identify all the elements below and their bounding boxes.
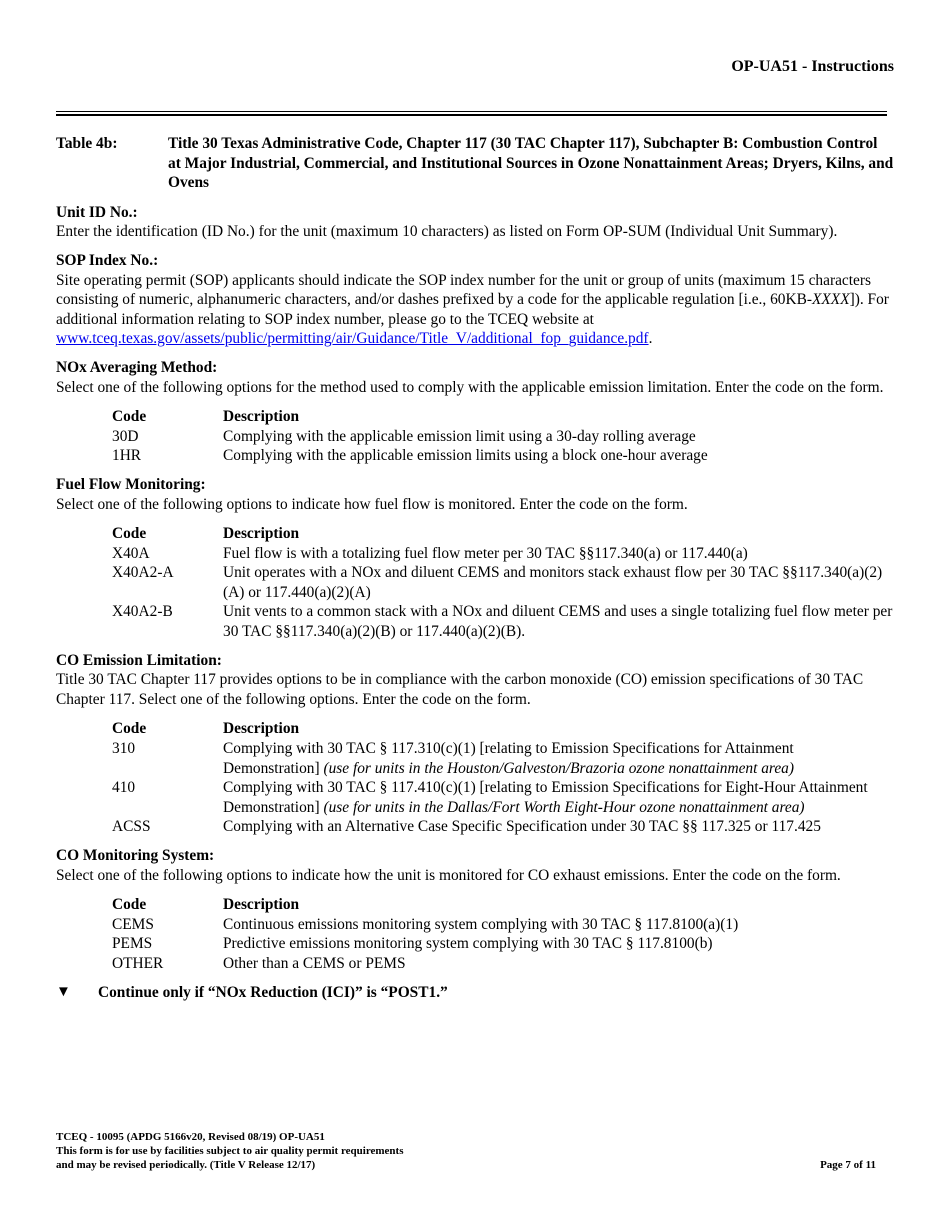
- footer-revision-note: and may be revised periodically. (Title V Release 12/17): [56, 1159, 316, 1171]
- page-footer: [56, 1130, 876, 1172]
- code-table-header: [112, 524, 894, 544]
- table-row: [112, 563, 894, 602]
- unit-id-title: Unit ID No.:: [56, 203, 138, 221]
- description-column-header: Description: [223, 896, 300, 914]
- code-cell: OTHER: [112, 954, 164, 972]
- sop-index-section: [56, 251, 894, 349]
- table-row: [112, 602, 894, 641]
- page-header-title: OP-UA51 - Instructions: [731, 58, 894, 75]
- description-note: (use for units in the Houston/Galveston/Brazoria ozone nonattainment area): [323, 759, 794, 777]
- nox-code-table: [112, 407, 894, 466]
- code-column-header: Code: [112, 896, 147, 914]
- code-cell: 1HR: [112, 447, 142, 465]
- description-cell: [223, 739, 894, 778]
- co-limitation-body: Title 30 TAC Chapter 117 provides options to be in compliance with the carbon monoxide (CO) emission specifications of 30 TAC Chapter 117. Select one of the following options. Enter the code on the form.: [56, 671, 864, 708]
- co-limitation-section: [56, 651, 894, 837]
- fuel-flow-title: Fuel Flow Monitoring:: [56, 475, 206, 493]
- description-cell: Continuous emissions monitoring system complying with 30 TAC § 117.8100(a)(1): [223, 915, 739, 933]
- description-cell: Unit vents to a common stack with a NOx and diluent CEMS and uses a single totalizing fuel flow meter per 30 TAC §§117.340(a)(2)(B) or 117.440(a)(2)(B).: [223, 603, 893, 641]
- main-content: [56, 134, 894, 1002]
- code-cell: X40A2-B: [112, 603, 173, 621]
- table-row: [112, 778, 894, 817]
- table-row: [112, 954, 894, 974]
- table-row: [112, 446, 894, 466]
- nox-title: NOx Averaging Method:: [56, 358, 218, 376]
- table-row: [112, 915, 894, 935]
- co-monitoring-title: CO Monitoring System:: [56, 847, 215, 864]
- table-row: [112, 934, 894, 954]
- table-heading: [56, 134, 894, 193]
- header-rule: [56, 111, 887, 112]
- description-cell: Complying with an Alternative Case Specific Specification under 30 TAC §§ 117.325 or 117.425: [223, 818, 821, 836]
- description-cell: Fuel flow is with a totalizing fuel flow meter per 30 TAC §§117.340(a) or 117.440(a): [223, 544, 748, 562]
- co-monitoring-body: Select one of the following options to indicate how the unit is monitored for CO exhaust emissions. Enter the code on the form.: [56, 866, 841, 884]
- sop-body-part3: .: [648, 330, 653, 348]
- description-column-header: Description: [223, 408, 300, 426]
- footer-usage-note: This form is for use by facilities subject to air quality permit requirements: [56, 1145, 404, 1157]
- nox-section: [56, 358, 894, 466]
- code-cell: X40A: [112, 544, 150, 562]
- fuel-code-table: [112, 524, 894, 642]
- description-cell: Complying with the applicable emission limits using a block one-hour average: [223, 447, 708, 465]
- description-cell: Other than a CEMS or PEMS: [223, 954, 406, 972]
- sop-body-part2: ]). For additional information relating to SOP index number, please go to the TCEQ website at: [56, 291, 889, 328]
- sop-body-part1: Site operating permit (SOP) applicants should indicate the SOP index number for the unit or group of units (maximum 15 characters consisting of numeric, alphanumeric characters, and/or dashes prefixed by a code for the applicable regulation [i.e., 60KB-: [56, 271, 871, 309]
- description-text: Complying with 30 TAC § 117.410(c)(1) [relating to Emission Specifications for Eight-Hour Attainment Demonstration]: [223, 779, 868, 816]
- code-table-header: [112, 895, 894, 915]
- code-cell: X40A2-A: [112, 564, 174, 582]
- fuel-flow-section: [56, 475, 894, 642]
- table-title: Title 30 Texas Administrative Code, Chapter 117 (30 TAC Chapter 117), Subchapter B: Combustion Control at Major Industrial, Commercial, and Institutional Sources in Ozone Nonattainment Areas; Dryers, Kilns, and Ovens: [168, 135, 894, 192]
- continue-instruction: [56, 983, 894, 1003]
- description-cell: Unit operates with a NOx and diluent CEMS and monitors stack exhaust flow per 30 TAC §§117.340(a)(2)(A) or 117.440(a)(2)(A): [223, 564, 883, 601]
- table-row: [112, 739, 894, 778]
- guidance-link[interactable]: www.tceq.texas.gov/assets/public/permitting/air/Guidance/Title_V/additional_fop_guidance.pdf: [56, 330, 649, 348]
- code-column-header: Code: [112, 525, 147, 543]
- table-row: [112, 427, 894, 447]
- header-rule-thick: [56, 114, 887, 116]
- description-cell: [223, 778, 894, 817]
- code-cell: 30D: [112, 427, 139, 445]
- code-cell: ACSS: [112, 818, 151, 836]
- unit-id-body: Enter the identification (ID No.) for the unit (maximum 10 characters) as listed on Form OP-SUM (Individual Unit Summary).: [56, 223, 838, 241]
- footer-form-id: TCEQ - 10095 (APDG 5166v20, Revised 08/19) OP-UA51: [56, 1131, 325, 1143]
- fuel-flow-body: Select one of the following options to indicate how fuel flow is monitored. Enter the code on the form.: [56, 495, 688, 513]
- co-limitation-code-table: [112, 719, 894, 837]
- triangle-down-icon: ▼: [56, 983, 71, 1000]
- description-cell: Complying with the applicable emission limit using a 30-day rolling average: [223, 427, 696, 445]
- code-cell: 410: [112, 779, 136, 797]
- continue-text: Continue only if “NOx Reduction (ICI)” is “POST1.”: [98, 983, 448, 1001]
- co-monitoring-section: [56, 846, 894, 974]
- table-label: Table 4b:: [56, 135, 118, 152]
- sop-index-body: [56, 271, 894, 349]
- description-column-header: Description: [223, 525, 300, 543]
- code-table-header: [112, 407, 894, 427]
- code-cell: CEMS: [112, 915, 154, 933]
- description-column-header: Description: [223, 720, 300, 738]
- table-row: [112, 817, 894, 837]
- sop-index-title: SOP Index No.:: [56, 251, 159, 269]
- description-note: (use for units in the Dallas/Fort Worth Eight-Hour ozone nonattainment area): [323, 798, 805, 816]
- code-table-header: [112, 719, 894, 739]
- code-column-header: Code: [112, 720, 147, 738]
- code-cell: 310: [112, 740, 136, 758]
- code-cell: PEMS: [112, 935, 153, 953]
- co-monitoring-code-table: [112, 895, 894, 973]
- description-text: Complying with 30 TAC § 117.310(c)(1) [relating to Emission Specifications for Attainment Demonstration]: [223, 740, 794, 777]
- nox-body: Select one of the following options for the method used to comply with the applicable emission limitation. Enter the code on the form.: [56, 378, 884, 396]
- table-row: [112, 544, 894, 564]
- code-column-header: Code: [112, 408, 147, 426]
- unit-id-section: [56, 203, 894, 242]
- sop-body-italic: XXXX: [812, 291, 850, 309]
- page-number: Page 7 of 11: [820, 1159, 876, 1171]
- co-limitation-title: CO Emission Limitation:: [56, 651, 222, 669]
- description-cell: Predictive emissions monitoring system complying with 30 TAC § 117.8100(b): [223, 935, 713, 953]
